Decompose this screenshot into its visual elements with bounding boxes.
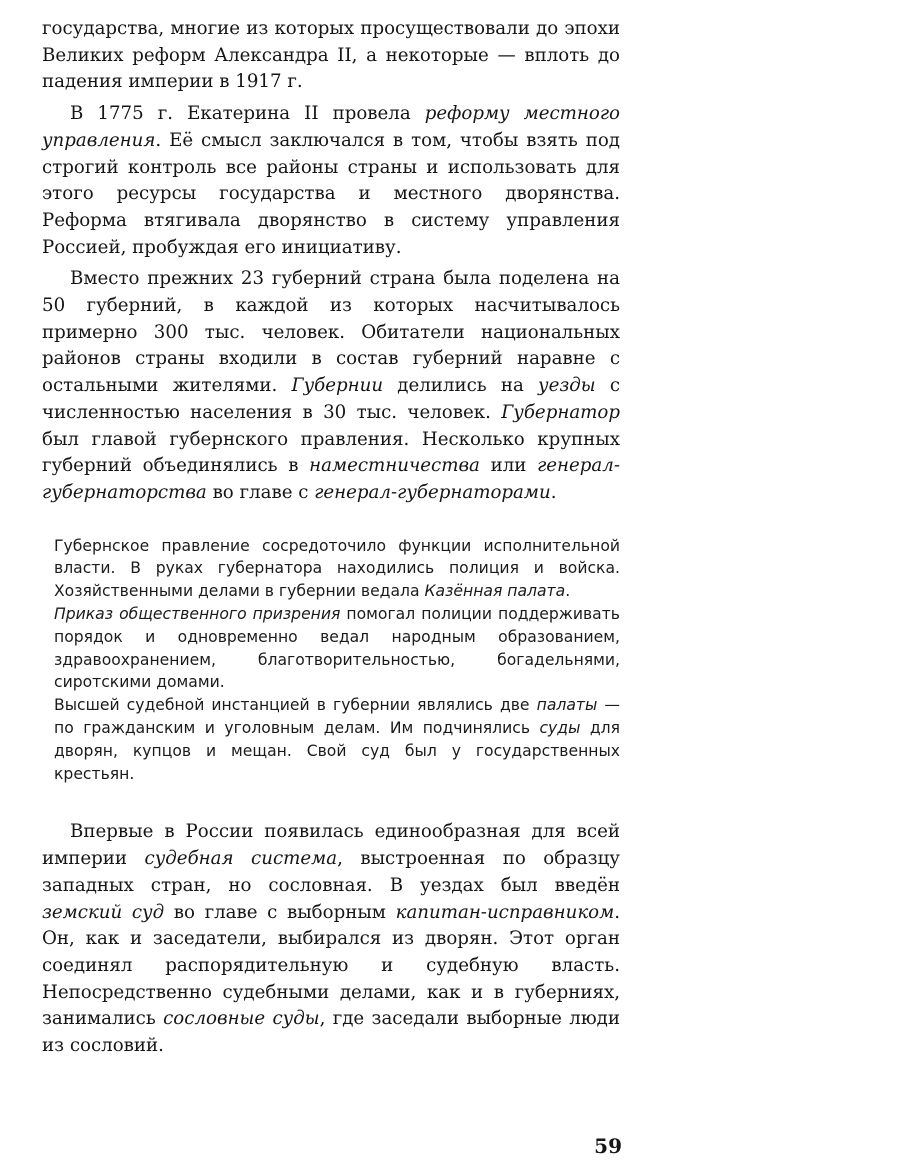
term-provinces: Губернии xyxy=(291,375,384,397)
sidebar-paragraph-courts xyxy=(54,694,620,785)
paragraph-text: государства, многие из которых просуществовали до эпохи Великих реформ Александра II, а некоторые — вплоть до падения империи в 1917 г. xyxy=(42,18,620,93)
term-namestnichestva: наместничества xyxy=(309,455,480,477)
term-uezdy: уезды xyxy=(538,375,596,397)
text-run: . Её смысл заключался в том, чтобы взять под строгий контроль все районы страны и использовать для этого ресурсы государства и местного дворянства. Реформа втягивала дворянство в систему управления Россией, пробуждая его инициативу. xyxy=(42,129,620,258)
term-chambers: палаты xyxy=(536,696,598,715)
page-number: 59 xyxy=(594,1134,622,1158)
term-governor-generalships: генерал-губернаторства xyxy=(42,455,620,503)
term-public-charity-office: Приказ общественного призрения xyxy=(54,605,341,624)
text-run: Губернское правление сосредоточило функции исполнительной власти. В руках губернатора находились полиция и войска. Хозяйственными делами в губернии ведала xyxy=(54,536,620,601)
term-estate-courts: сословные суды xyxy=(163,1008,320,1030)
text-run: . Он, как и заседатели, выбирался из дворян. Этот орган соединял распорядительную и судебную власть. Непосредственно судебными делами, как и в губерниях, занимались xyxy=(42,901,621,1030)
text-run: , выстроенная по образцу западных стран, но сословная. В уездах был введён xyxy=(42,848,620,896)
main-text-bottom xyxy=(42,819,620,1059)
paragraph-judicial-system xyxy=(42,819,620,1059)
textbook-page xyxy=(42,16,620,1060)
text-run: Высшей судебной инстанцией в губернии являлись две xyxy=(54,696,537,715)
text-run: с численностью населения в 30 тыс. человек. xyxy=(42,375,620,423)
paragraph-local-reform xyxy=(42,101,620,261)
text-run: для дворян, купцов и мещан. Свой суд был у государственных крестьян. xyxy=(54,719,620,783)
term-governors-general: генерал-губернаторами xyxy=(314,481,551,503)
text-run: делились на xyxy=(383,375,539,397)
sidebar-paragraph-public-charity xyxy=(54,603,620,694)
sidebar-paragraph-administration xyxy=(54,535,620,603)
text-run: — по гражданским и уголовным делам. Им подчинялись xyxy=(54,696,620,738)
term-governor: Губернатор xyxy=(501,401,620,423)
term-local-government-reform: реформу местного управления xyxy=(42,103,620,151)
term-judicial-system: судебная система xyxy=(144,848,338,870)
sidebar-note xyxy=(54,535,620,786)
term-captain-ispravnik: капитан-исправником xyxy=(395,901,615,923)
text-run: был главой губернского правления. Несколько крупных губерний объединялись в xyxy=(42,428,620,477)
text-run: Вместо прежних 23 губерний страна была поделена на 50 губерний, в каждой из которых насчитывалось примерно 300 тыс. человек. Обитатели национальных районов страны входили в состав губерний наравне с остальными жителями. xyxy=(42,268,620,397)
text-run: , где заседали выборные люди из сословий. xyxy=(42,1008,621,1057)
text-run: В 1775 г. Екатерина II провела xyxy=(70,103,425,125)
term-treasury-chamber: Казённая палата xyxy=(424,582,566,601)
text-run: или xyxy=(479,455,538,477)
paragraph-provinces xyxy=(42,266,620,506)
paragraph-continuation xyxy=(42,16,620,96)
text-run: во главе с выборным xyxy=(164,901,396,923)
text-run: во главе с xyxy=(206,481,315,503)
term-zemsky-court: земский суд xyxy=(42,901,165,923)
text-run: Впервые в России появилась единообразная для всей империи xyxy=(42,821,620,870)
text-run: . xyxy=(565,582,571,601)
main-text-top xyxy=(42,16,620,507)
text-run: помогал полиции поддерживать порядок и одновременно ведал народным образованием, здравоохранением, благотворительностью, богадельнями, сиротскими домами. xyxy=(54,605,620,692)
term-courts: суды xyxy=(539,719,581,738)
text-run: . xyxy=(550,481,557,503)
